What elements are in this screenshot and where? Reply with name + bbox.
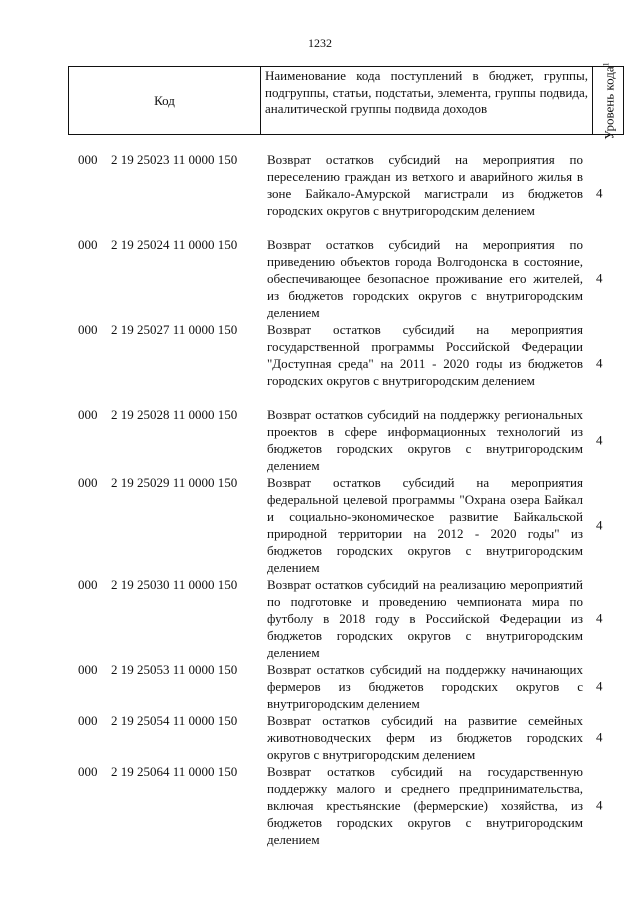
table-row	[0, 712, 640, 763]
row-level: 4	[596, 355, 603, 371]
row-name: Возврат остатков субсидий на мероприятия по переселению граждан из ветхого и аварийного жилья в зоне Байкало-Амурской магистрали из бюджетов городских округов с внутригородским делением	[267, 152, 583, 218]
table-row	[0, 661, 640, 712]
table-row	[0, 406, 640, 474]
table-row	[0, 321, 640, 406]
row-prefix: 000	[78, 662, 98, 677]
table-row	[0, 474, 640, 576]
row-code: 2 19 25027 11 0000 150	[111, 322, 238, 337]
row-prefix: 000	[78, 152, 98, 167]
row-name: Возврат остатков субсидий на поддержку начинающих фермеров из бюджетов городских округов с внутригородским делением	[267, 662, 583, 711]
row-code: 2 19 25030 11 0000 150	[111, 577, 238, 592]
row-code: 2 19 25029 11 0000 150	[111, 475, 238, 490]
row-code: 2 19 25054 11 0000 150	[111, 713, 238, 728]
row-prefix: 000	[78, 237, 98, 252]
row-level: 4	[596, 610, 603, 626]
page-number: 1232	[308, 36, 332, 50]
row-level: 4	[596, 432, 603, 448]
row-prefix: 000	[78, 322, 98, 337]
row-level: 4	[596, 270, 603, 286]
table-row	[0, 576, 640, 661]
row-level: 4	[596, 517, 603, 533]
table-row	[0, 236, 640, 321]
row-name: Возврат остатков субсидий на реализацию мероприятий по подготовке и проведению чемпионата мира по футболу в 2018 году в Российской Федерации из бюджетов городских округов с внутригородским делением	[267, 577, 583, 660]
row-prefix: 000	[78, 475, 98, 490]
header-name: Наименование кода поступлений в бюджет, группы, подгруппы, статьи, подстатьи, элемента, группы подвида, аналитической группы подвида доходов	[261, 67, 593, 135]
row-name: Возврат остатков субсидий на мероприятия по приведению объектов города Волгодонска в состояние, обеспечивающее безопасное проживание его жителей, из бюджетов городских округов с внутригородским делением	[267, 237, 583, 320]
row-code: 2 19 25028 11 0000 150	[111, 407, 238, 422]
row-level: 4	[596, 729, 603, 745]
row-name: Возврат остатков субсидий на мероприятия федеральной целевой программы "Охрана озера Байкал и социально-экономическое развитие Байкальской природной территории на 2012 - 2020 годы" из бюджетов городских округов с внутригородским делением	[267, 475, 583, 575]
table-row	[0, 763, 640, 848]
row-name: Возврат остатков субсидий на мероприятия государственной программы Российской Федерации "Доступная среда" на 2011 - 2020 годы из бюджетов городских округов с внутригородским делением	[267, 322, 583, 388]
row-level: 4	[596, 797, 603, 813]
row-name: Возврат остатков субсидий на государственную поддержку малого и среднего предпринимательства, включая крестьянские (фермерские) хозяйства, из бюджетов городских округов с внутригородским делением	[267, 764, 583, 847]
row-level: 4	[596, 185, 603, 201]
row-prefix: 000	[78, 407, 98, 422]
row-code: 2 19 25053 11 0000 150	[111, 662, 238, 677]
row-prefix: 000	[78, 764, 98, 779]
header-code: Код	[69, 67, 261, 135]
header-level-footnote: 1	[601, 61, 611, 66]
table-row	[0, 151, 640, 236]
row-code: 2 19 25024 11 0000 150	[111, 237, 238, 252]
row-code: 2 19 25023 11 0000 150	[111, 152, 238, 167]
row-name: Возврат остатков субсидий на поддержку региональных проектов в сфере информационных технологий из бюджетов городских округов с внутригородским делением	[267, 407, 583, 473]
row-prefix: 000	[78, 577, 98, 592]
header-level-text: Уровень кода	[601, 65, 617, 140]
row-prefix: 000	[78, 713, 98, 728]
row-level: 4	[596, 678, 603, 694]
row-code: 2 19 25064 11 0000 150	[111, 764, 238, 779]
row-name: Возврат остатков субсидий на развитие семейных животноводческих ферм из бюджетов городских округов с внутригородским делением	[267, 713, 583, 762]
